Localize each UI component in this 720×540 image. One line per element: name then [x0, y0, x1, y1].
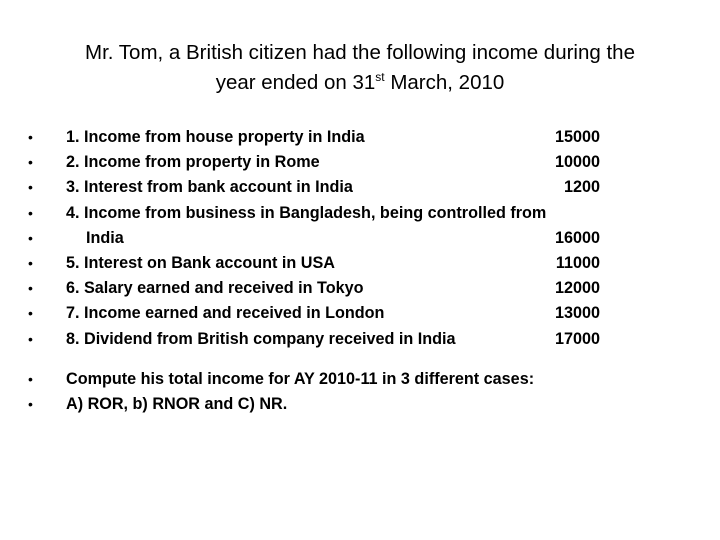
- income-item: [28, 301, 608, 326]
- income-item-label: 5. Interest on Bank account in USA: [66, 253, 335, 272]
- bullet-icon: •: [28, 305, 33, 322]
- income-item-amount: 17000: [554, 329, 600, 348]
- bullet-icon: •: [28, 129, 33, 145]
- bullet-icon: •: [28, 280, 33, 297]
- title-line-2-date: March, 2010: [384, 71, 505, 94]
- bullet-icon: •: [28, 254, 33, 271]
- income-item-label: 1. Income from house property in India: [66, 128, 365, 146]
- income-item: [28, 276, 608, 301]
- bullet-icon: •: [28, 204, 33, 221]
- question-item: [28, 392, 668, 417]
- income-item-amount: 12000: [554, 279, 600, 298]
- income-item-continuation: [28, 226, 608, 251]
- bullet-icon: •: [28, 330, 33, 347]
- bullet-icon: •: [28, 179, 33, 196]
- income-item-label: 6. Salary earned and received in Tokyo: [66, 279, 364, 298]
- title-line-1: Mr. Tom, a British citizen had the following income during the: [85, 41, 635, 64]
- bullet-icon: •: [28, 154, 33, 171]
- income-item: [28, 175, 608, 200]
- income-item-amount: 1200: [563, 178, 600, 197]
- income-item-amount: 10000: [554, 153, 600, 172]
- title-line-2: [36, 68, 684, 98]
- income-item: [28, 201, 608, 226]
- income-item: [28, 251, 608, 276]
- income-item-label: 4. Income from business in Bangladesh, being controlled from: [66, 203, 547, 222]
- bullet-icon: •: [28, 371, 33, 387]
- income-item-label: 2. Income from property in Rome: [66, 153, 320, 172]
- question-text: A) ROR, b) RNOR and C) NR.: [66, 395, 288, 414]
- slide-title: [36, 38, 684, 98]
- income-item: [28, 150, 608, 175]
- title-superscript: st: [375, 70, 385, 85]
- income-item-label: 7. Income earned and received in London: [66, 304, 385, 323]
- income-item-amount: 13000: [554, 304, 600, 323]
- income-list: [28, 125, 608, 352]
- title-line-2-text: year ended on 31: [215, 71, 376, 94]
- income-item: [28, 125, 608, 150]
- income-item-label: 8. Dividend from British company received in India: [66, 329, 456, 348]
- income-item-amount: 11000: [555, 253, 600, 272]
- income-item-label: India: [86, 228, 124, 247]
- bullet-icon: •: [28, 396, 33, 413]
- income-item-amount: 16000: [554, 228, 600, 247]
- bullet-icon: •: [28, 229, 33, 246]
- income-item-amount: 15000: [554, 128, 600, 146]
- question-item: [28, 367, 668, 392]
- question-text: Compute his total income for AY 2010-11 in 3 different cases:: [66, 370, 535, 388]
- income-item-label: 3. Interest from bank account in India: [66, 178, 353, 197]
- question-list: [28, 367, 668, 417]
- income-item: [28, 327, 608, 352]
